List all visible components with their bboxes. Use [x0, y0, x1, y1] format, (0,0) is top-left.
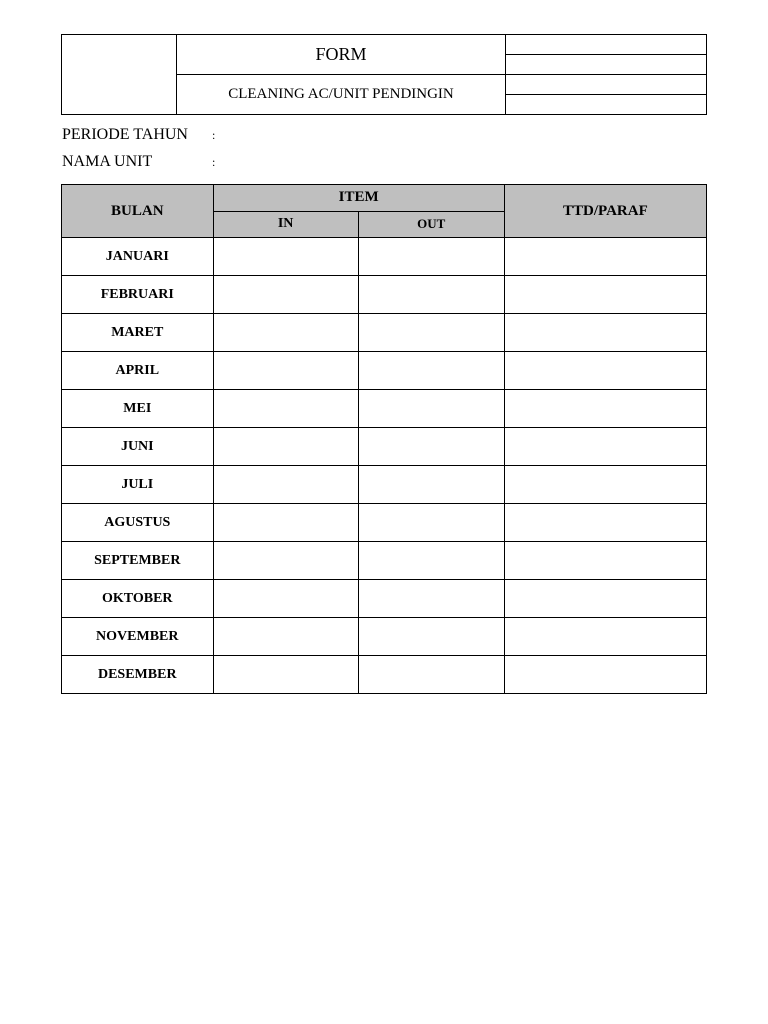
table-row — [62, 466, 707, 504]
month-cell: NOVEMBER — [62, 618, 214, 656]
month-cell: APRIL — [62, 352, 214, 390]
out-cell[interactable] — [358, 542, 504, 580]
form-title: FORM — [177, 35, 505, 75]
in-cell[interactable] — [213, 580, 358, 618]
month-cell: JANUARI — [62, 238, 214, 276]
ttd-paraf-cell[interactable] — [504, 542, 706, 580]
periode-tahun-row — [62, 124, 462, 146]
out-cell[interactable] — [358, 390, 504, 428]
in-cell[interactable] — [213, 466, 358, 504]
out-cell[interactable] — [358, 352, 504, 390]
out-cell[interactable] — [358, 466, 504, 504]
table-row — [62, 352, 707, 390]
ttd-paraf-cell[interactable] — [504, 390, 706, 428]
out-cell[interactable] — [358, 656, 504, 694]
out-cell[interactable] — [358, 314, 504, 352]
ttd-paraf-cell[interactable] — [504, 580, 706, 618]
table-header-row — [62, 185, 707, 212]
nama-unit-label: NAMA UNIT — [62, 153, 153, 170]
table-body — [62, 238, 707, 694]
title-cell — [177, 35, 506, 114]
table-row — [62, 314, 707, 352]
in-cell[interactable] — [213, 352, 358, 390]
meta-line[interactable] — [506, 35, 706, 55]
out-cell[interactable] — [358, 238, 504, 276]
logo-cell — [62, 35, 177, 114]
out-cell[interactable] — [358, 504, 504, 542]
out-cell[interactable] — [358, 276, 504, 314]
out-cell[interactable] — [358, 428, 504, 466]
table-row — [62, 428, 707, 466]
field-colon: : — [212, 154, 216, 169]
nama-unit-row — [62, 151, 462, 173]
column-header-ttd-paraf: TTD/PARAF — [504, 185, 706, 238]
month-cell: OKTOBER — [62, 580, 214, 618]
table-row — [62, 504, 707, 542]
form-header — [61, 34, 707, 115]
meta-line[interactable] — [506, 95, 706, 115]
month-cell: MARET — [62, 314, 214, 352]
table-row — [62, 542, 707, 580]
ttd-paraf-cell[interactable] — [504, 618, 706, 656]
month-cell: FEBRUARI — [62, 276, 214, 314]
in-cell[interactable] — [213, 238, 358, 276]
cleaning-log-table — [61, 184, 707, 694]
in-cell[interactable] — [213, 504, 358, 542]
month-cell: JULI — [62, 466, 214, 504]
column-header-bulan: BULAN — [62, 185, 214, 238]
table-row — [62, 656, 707, 694]
meta-line[interactable] — [506, 55, 706, 75]
in-cell[interactable] — [213, 542, 358, 580]
column-header-out: OUT — [358, 211, 504, 238]
document-meta-cell — [506, 35, 706, 114]
meta-line[interactable] — [506, 75, 706, 95]
table-row — [62, 390, 707, 428]
ttd-paraf-cell[interactable] — [504, 466, 706, 504]
table-row — [62, 276, 707, 314]
ttd-paraf-cell[interactable] — [504, 276, 706, 314]
column-header-in: IN — [213, 211, 358, 238]
month-cell: SEPTEMBER — [62, 542, 214, 580]
field-colon: : — [212, 127, 216, 142]
month-cell: AGUSTUS — [62, 504, 214, 542]
in-cell[interactable] — [213, 428, 358, 466]
in-cell[interactable] — [213, 618, 358, 656]
ttd-paraf-cell[interactable] — [504, 656, 706, 694]
ttd-paraf-cell[interactable] — [504, 504, 706, 542]
form-subtitle: CLEANING AC/UNIT PENDINGIN — [228, 86, 454, 102]
table-row — [62, 580, 707, 618]
table-row — [62, 618, 707, 656]
column-header-item: ITEM — [213, 185, 504, 212]
month-cell: MEI — [62, 390, 214, 428]
in-cell[interactable] — [213, 276, 358, 314]
out-cell[interactable] — [358, 618, 504, 656]
ttd-paraf-cell[interactable] — [504, 314, 706, 352]
ttd-paraf-cell[interactable] — [504, 238, 706, 276]
month-cell: DESEMBER — [62, 656, 214, 694]
ttd-paraf-cell[interactable] — [504, 428, 706, 466]
periode-tahun-label: PERIODE TAHUN — [62, 126, 188, 143]
month-cell: JUNI — [62, 428, 214, 466]
table-row — [62, 238, 707, 276]
out-cell[interactable] — [358, 580, 504, 618]
ttd-paraf-cell[interactable] — [504, 352, 706, 390]
in-cell[interactable] — [213, 314, 358, 352]
in-cell[interactable] — [213, 656, 358, 694]
in-cell[interactable] — [213, 390, 358, 428]
